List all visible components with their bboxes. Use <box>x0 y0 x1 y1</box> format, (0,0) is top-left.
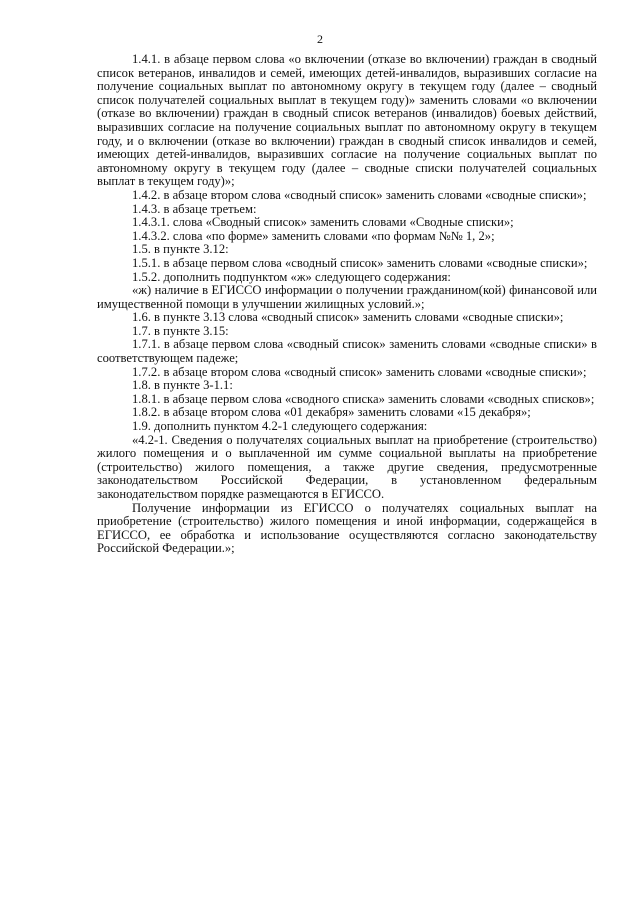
paragraph-4-2-1: «4.2-1. Сведения о получателях социальных выплат на приобретение (строительство) жилого помещения и о выплаченной им сумме социальной выплаты на приобретение (строительство) жилого помещения, а также другие сведения, предусмотренные законодательством Российской Федерации, в установленном федеральным законодательством порядке размещаются в ЕГИССО. <box>97 432 597 501</box>
paragraph-1-7-1: 1.7.1. в абзаце первом слова «сводный список» заменить словами «сводные списки» в соответствующем падеже; <box>97 337 597 366</box>
paragraph-1-4-3-2: 1.4.3.2. слова «по форме» заменить словами «по формам №№ 1, 2»; <box>132 228 495 243</box>
paragraph-1-5-2: 1.5.2. дополнить подпунктом «ж» следующего содержания: <box>132 269 451 284</box>
paragraph-1-5: 1.5. в пункте 3.12: <box>132 242 229 257</box>
paragraph-1-8-1: 1.8.1. в абзаце первом слова «сводного списка» заменить словами «сводных списков»; <box>132 391 595 406</box>
paragraph-egisso-info: Получение информации из ЕГИССО о получателях социальных выплат на приобретение (строительство) жилого помещения и иной информации, содержащейся в ЕГИССО, ее обработка и использование осуществляются согласно законодательству Российской Федерации.»; <box>97 500 597 556</box>
paragraph-1-8-2: 1.8.2. в абзаце втором слова «01 декабря» заменить словами «15 декабря»; <box>132 405 531 420</box>
paragraph-1-8: 1.8. в пункте 3-1.1: <box>132 378 233 393</box>
paragraph-subpoint-zh: «ж) наличие в ЕГИССО информации о получении гражданином(кой) финансовой или имущественной помощи в улучшении жилищных условий.»; <box>97 283 597 311</box>
paragraph-1-7-2: 1.7.2. в абзаце втором слова «сводный список» заменить словами «сводные списки»; <box>132 364 587 379</box>
paragraph-1-4-2: 1.4.2. в абзаце втором слова «сводный список» заменить словами «сводные списки»; <box>132 187 587 202</box>
paragraph-1-5-1: 1.5.1. в абзаце первом слова «сводный список» заменить словами «сводные списки»; <box>132 255 588 270</box>
paragraph-1-7: 1.7. в пункте 3.15: <box>132 323 229 338</box>
paragraph-1-4-3: 1.4.3. в абзаце третьем: <box>132 201 257 216</box>
document-body <box>97 53 597 556</box>
paragraph-1-6: 1.6. в пункте 3.13 слова «сводный список» заменить словами «сводные списки»; <box>132 310 564 325</box>
paragraph-1-4-1: 1.4.1. в абзаце первом слова «о включении (отказе во включении) граждан в сводный список ветеранов, инвалидов и семей, имеющих детей-инвалидов, выразивших согласие на получение социальных выплат по автономному округу в текущем году (далее – сводный список получателей социальных выплат в текущем году)» заменить словами «о включении (отказе во включении) граждан в сводный список ветеранов (инвалидов) боевых действий, выразивших согласие на получение социальных выплат по автономному округу в текущем году, и о включении (отказе во включении) граждан в сводный список инвалидов и семей, имеющих детей-инвалидов, выразивших согласие на получение социальных выплат по автономному округу в текущем году (далее – сводные списки получателей социальных выплат в текущем году)»; <box>97 52 597 189</box>
paragraph-1-4-3-1: 1.4.3.1. слова «Сводный список» заменить словами «Сводные списки»; <box>132 215 514 230</box>
page-number: 2 <box>317 32 323 46</box>
paragraph-1-9: 1.9. дополнить пунктом 4.2-1 следующего содержания: <box>132 419 428 434</box>
